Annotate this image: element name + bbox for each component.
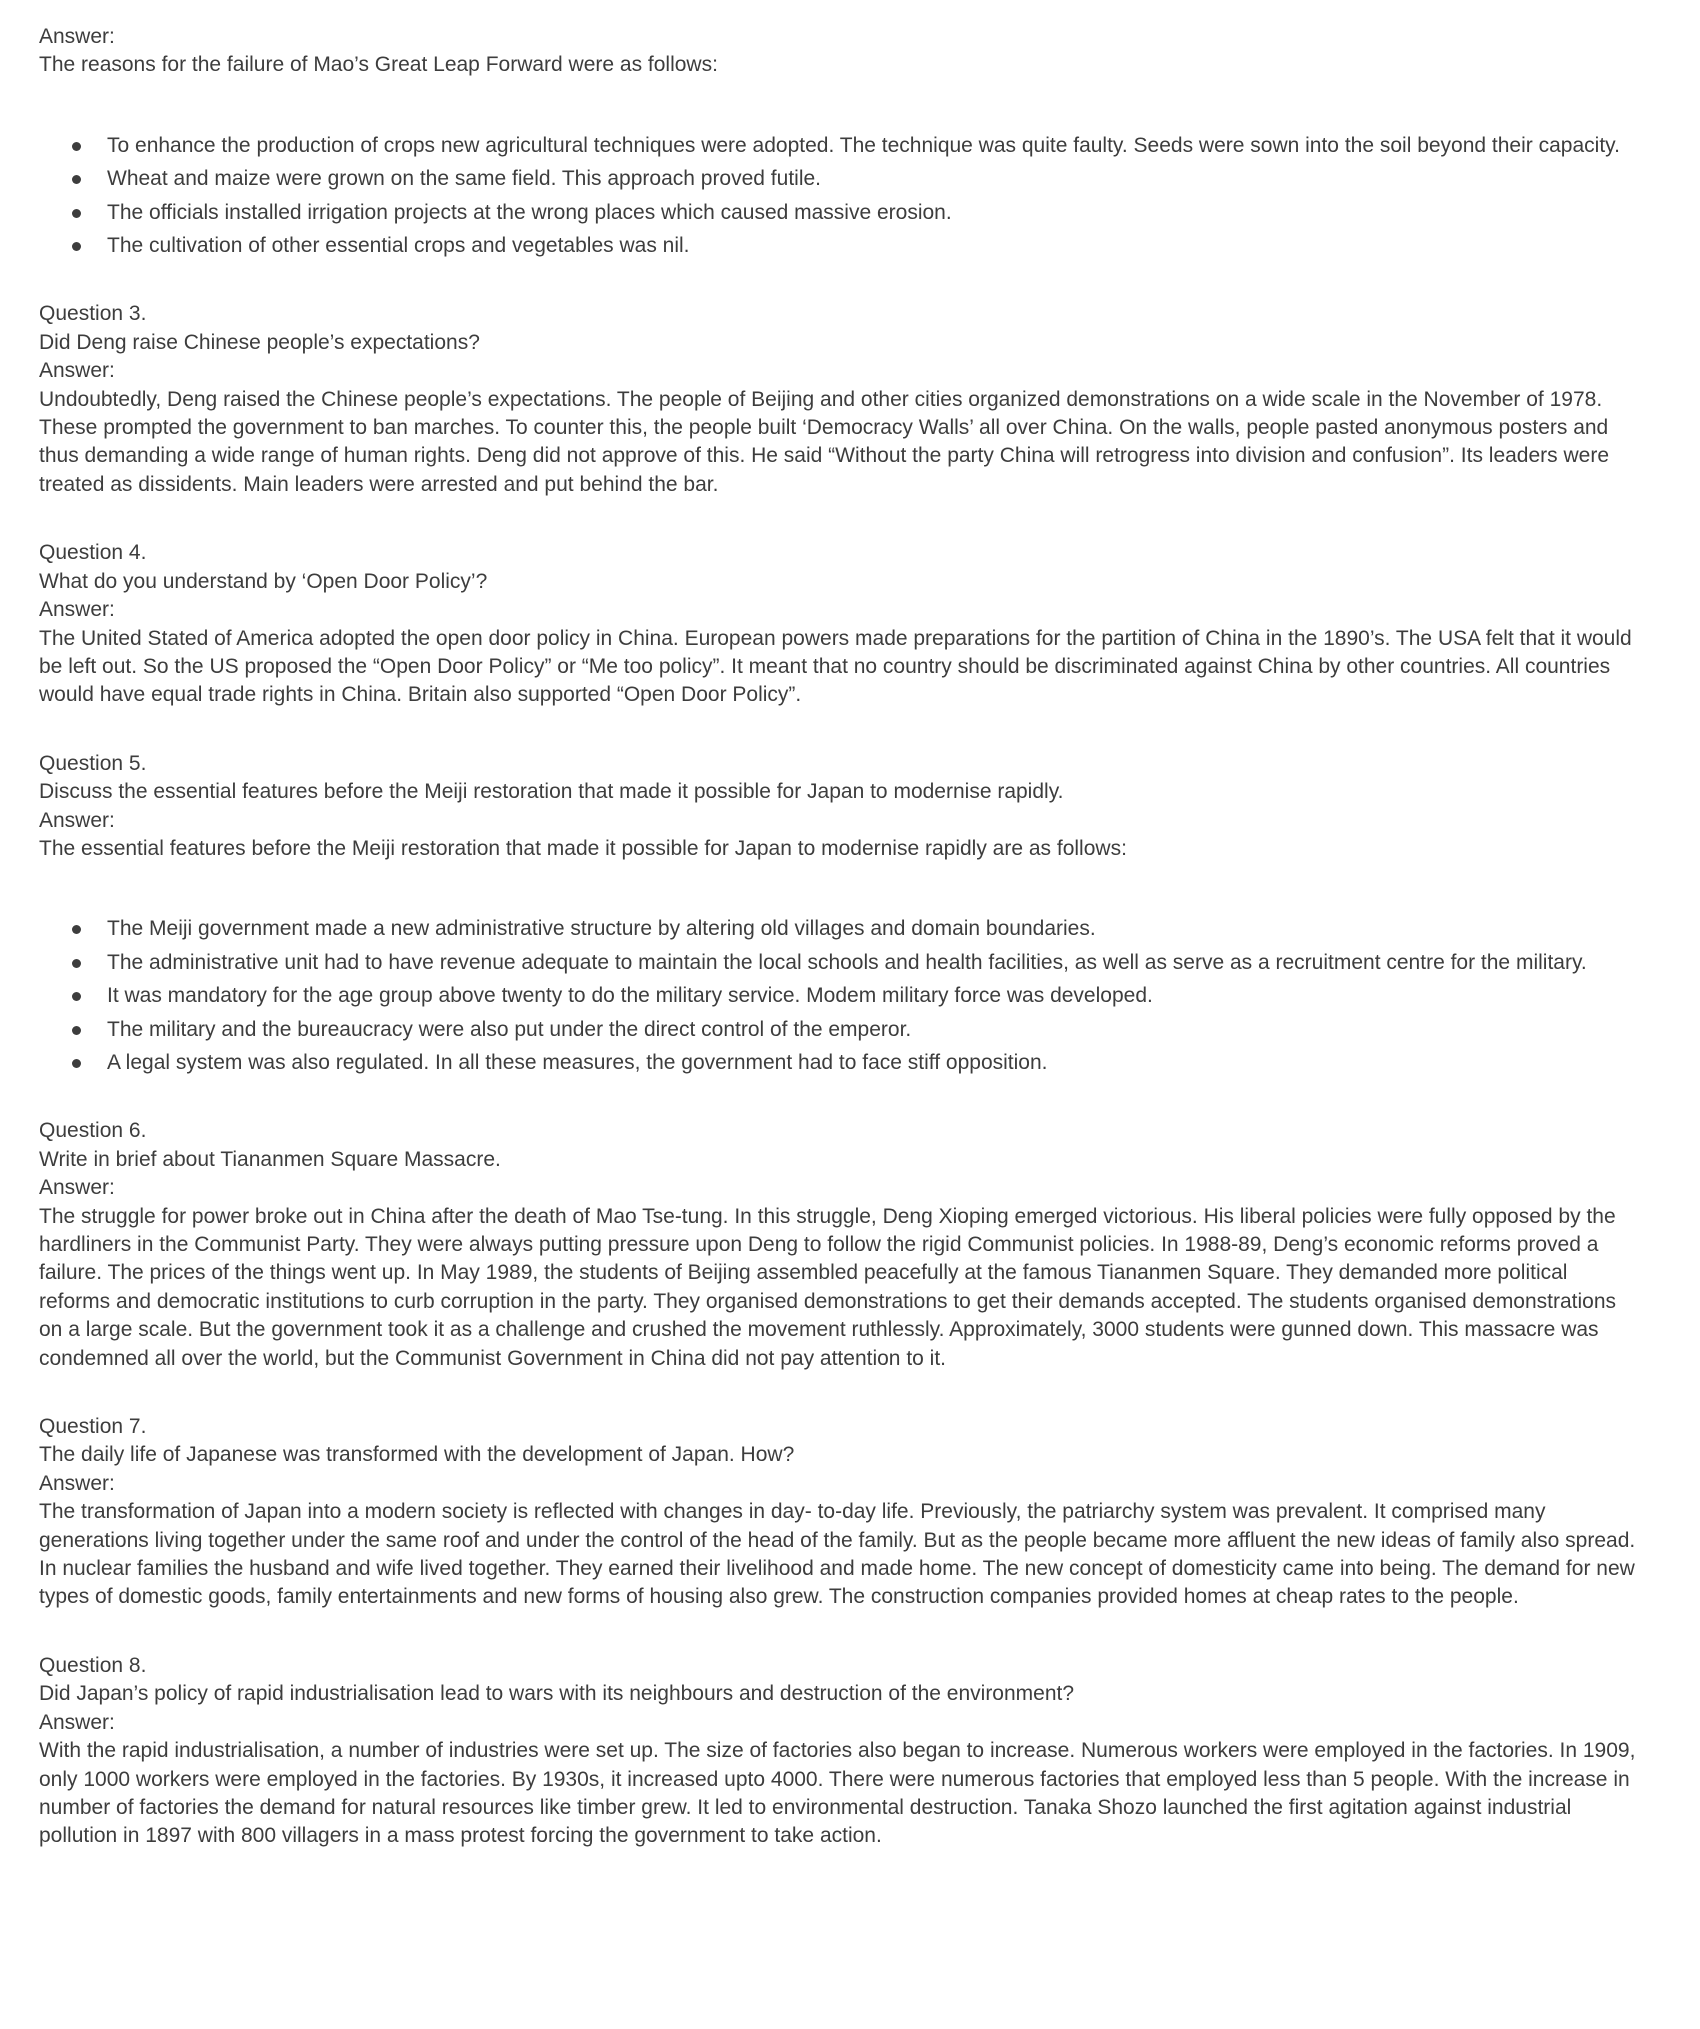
question-3 (39, 300, 1644, 499)
bullet-icon (72, 925, 81, 934)
question-5 (39, 750, 1644, 1078)
question-text: Discuss the essential features before the Meiji restoration that made it possible for Japan to modernise rapidly. (39, 780, 1064, 804)
question-7 (39, 1413, 1644, 1612)
bullet-item (39, 982, 1644, 1010)
question-text: Did Japan’s policy of rapid industrialisation lead to wars with its neighbours and destruction of the environment? (39, 1682, 1075, 1706)
bullet-icon (72, 1059, 81, 1068)
bullet-item (39, 1016, 1644, 1044)
answer-label: Answer: (39, 598, 115, 622)
question-label: Question 3. (39, 302, 147, 326)
question-label: Question 8. (39, 1653, 147, 1677)
answer-label: Answer: (39, 1471, 115, 1495)
question-8 (39, 1652, 1644, 1851)
bullet-list (39, 915, 1644, 1077)
bullet-text: To enhance the production of crops new agricultural techniques were adopted. The technique was quite faulty. Seeds were sown into the soil beyond their capacity. (107, 133, 1620, 157)
question-label: Question 6. (39, 1119, 147, 1143)
question-label: Question 4. (39, 541, 147, 565)
bullet-icon (72, 242, 81, 251)
answer-paragraph: The United Stated of America adopted the open door policy in China. European powers made preparations for the partition of China in the 1890’s. The USA felt that it would be left out. So the US proposed the “Open Door Policy” or “Me too policy”. It meant that no country should be discriminated against China by other countries. All countries would have equal trade rights in China. Britain also supported “Open Door Policy”. (39, 626, 1632, 707)
bullet-text: The Meiji government made a new administrative structure by altering old villages and domain boundaries. (107, 917, 1096, 941)
question-text: Write in brief about Tiananmen Square Massacre. (39, 1147, 501, 1171)
bullet-text: The administrative unit had to have revenue adequate to maintain the local schools and health facilities, as well as serve as a recruitment centre for the military. (107, 950, 1587, 974)
question-label: Question 5. (39, 751, 147, 775)
answer-label: Answer: (39, 359, 115, 383)
bullet-text: A legal system was also regulated. In all these measures, the government had to face stiff opposition. (107, 1050, 1048, 1074)
question-6 (39, 1117, 1644, 1373)
bullet-icon (72, 209, 81, 218)
bullet-icon (72, 1026, 81, 1035)
bullet-item (39, 132, 1644, 160)
answer-label: Answer: (39, 808, 115, 832)
question-text: The daily life of Japanese was transformed with the development of Japan. How? (39, 1443, 795, 1467)
bullet-icon (72, 175, 81, 184)
bullet-item (39, 949, 1644, 977)
bullet-item (39, 915, 1644, 943)
bullet-text: It was mandatory for the age group above twenty to do the military service. Modem military force was developed. (107, 984, 1153, 1008)
bullet-item (39, 232, 1644, 260)
answer-intro: The reasons for the failure of Mao’s Great Leap Forward were as follows: (39, 53, 718, 77)
bullet-icon (72, 959, 81, 968)
question-label: Question 7. (39, 1415, 147, 1439)
bullet-list (39, 132, 1644, 261)
answer-label: Answer: (39, 25, 115, 48)
bullet-item (39, 1049, 1644, 1077)
answer-paragraph: Undoubtedly, Deng raised the Chinese people’s expectations. The people of Beijing and other cities organized demonstrations on a wide scale in the November of 1978. These prompted the government to ban marches. To counter this, the people built ‘Democracy Walls’ all over China. On the walls, people pasted anonymous posters and thus demanding a wide range of human rights. Deng did not approve of this. He said “Without the party China will retrogress into division and confusion”. Its leaders were treated as dissidents. Main leaders were arrested and put behind the bar. (39, 387, 1610, 496)
question-4 (39, 539, 1644, 709)
bullet-text: The officials installed irrigation projects at the wrong places which caused massive erosion. (107, 200, 952, 224)
great-leap-forward-answer (39, 23, 1644, 260)
bullet-icon (72, 142, 81, 151)
bullet-icon (72, 992, 81, 1001)
bullet-text: The military and the bureaucracy were also put under the direct control of the emperor. (107, 1017, 912, 1041)
answer-label: Answer: (39, 1176, 115, 1200)
document-content (39, 23, 1644, 1851)
answer-paragraph: The transformation of Japan into a modern society is reflected with changes in day- to-day life. Previously, the patriarchy system was prevalent. It comprised many generations living together under the same roof and under the control of the head of the family. But as the people became more affluent the new ideas of family also spread. In nuclear families the husband and wife lived together. They earned their livelihood and made home. The new concept of domesticity came into being. The demand for new types of domestic goods, family entertainments and new forms of housing also grew. The construction companies provided homes at cheap rates to the people. (39, 1500, 1636, 1609)
question-text: Did Deng raise Chinese people’s expectations? (39, 330, 480, 354)
answer-paragraph: With the rapid industrialisation, a number of industries were set up. The size of factories also began to increase. Numerous workers were employed in the factories. In 1909, only 1000 workers were employed in the factories. By 1930s, it increased upto 4000. There were numerous factories that employed less than 5 people. With the increase in number of factories the demand for natural resources like timber grew. It led to environmental destruction. Tanaka Shozo launched the first agitation against industrial pollution in 1897 with 800 villagers in a mass protest forcing the government to take action. (39, 1739, 1636, 1848)
answer-intro: The essential features before the Meiji restoration that made it possible for Japan to modernise rapidly are as follows: (39, 836, 1127, 860)
answer-paragraph: The struggle for power broke out in China after the death of Mao Tse-tung. In this struggle, Deng Xioping emerged victorious. His liberal policies were fully opposed by the hardliners in the Communist Party. They were always putting pressure upon Deng to follow the rigid Communist policies. In 1988-89, Deng’s economic reforms proved a failure. The prices of the things went up. In May 1989, the students of Beijing assembled peacefully at the famous Tiananmen Square. They demanded more political reforms and democratic institutions to curb corruption in the party. They organised demonstrations to get their demands accepted. The students organised demonstrations on a large scale. But the government took it as a challenge and crushed the movement ruthlessly. Approximately, 3000 students were gunned down. This massacre was condemned all over the world, but the Communist Government in China did not pay attention to it. (39, 1204, 1617, 1370)
bullet-item (39, 165, 1644, 193)
bullet-item (39, 199, 1644, 227)
bullet-text: The cultivation of other essential crops and vegetables was nil. (107, 234, 690, 258)
bullet-text: Wheat and maize were grown on the same field. This approach proved futile. (107, 167, 821, 191)
question-text: What do you understand by ‘Open Door Policy’? (39, 569, 488, 593)
answer-label: Answer: (39, 1710, 115, 1734)
